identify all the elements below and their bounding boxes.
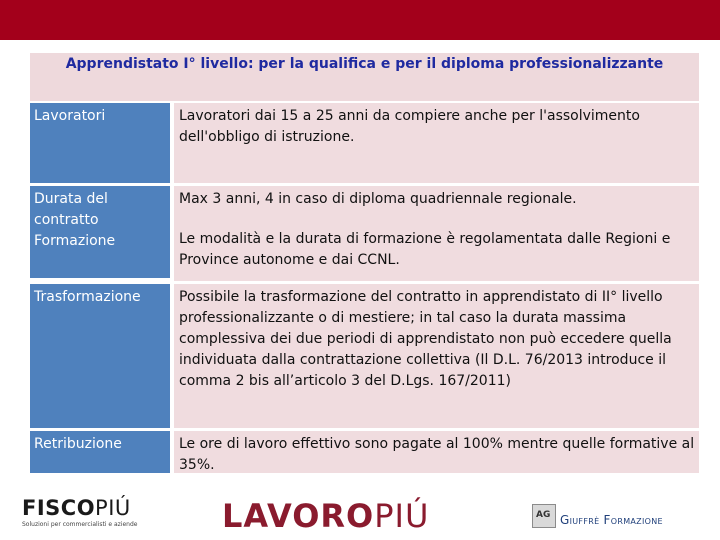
fiscopiu-logo: FISCOPIÚ	[22, 496, 131, 520]
info-table	[30, 53, 699, 473]
row-label: Retribuzione	[30, 431, 170, 473]
row-label-duration: Durata del contratto	[34, 191, 108, 228]
fiscopiu-tagline: Soluzioni per commercialisti e aziende	[22, 521, 138, 528]
row-text: Lavoratori dai 15 a 25 anni da compiere anche per l'assolvimento dell'obbligo di istruzione.	[174, 103, 699, 183]
table-row	[30, 284, 699, 428]
table-row	[30, 103, 699, 183]
table-row	[30, 431, 699, 473]
row-label: Lavoratori	[30, 103, 170, 183]
row-label-training: Formazione	[34, 233, 116, 249]
giuffre-logo-icon: AG	[532, 504, 556, 528]
table-row	[30, 226, 699, 281]
row-label: Trasformazione	[30, 284, 170, 428]
giuffre-formazione-logo: Giuffrè Formazione	[560, 513, 663, 527]
row-text: Max 3 anni, 4 in caso di diploma quadriennale regionale.	[174, 186, 699, 226]
lavoropiu-logo: LAVOROPIÚ	[222, 497, 430, 535]
row-text: Le ore di lavoro effettivo sono pagate al 100% mentre quelle formative al 35%.	[174, 431, 699, 473]
row-text: Le modalità e la durata di formazione è regolamentata dalle Regioni e Province autonome e dai CCNL.	[174, 226, 699, 281]
row-text: Possibile la trasformazione del contratto in apprendistato di II° livello professionalizzante o di mestiere; in tal caso la durata massima complessiva dei due periodi di apprendistato non può eccedere quella individuata dalla contrattazione collettiva (Il D.L. 76/2013 introduce il comma 2 bis all’articolo 3 del D.Lgs. 167/2011)	[174, 284, 699, 428]
table-title: Apprendistato I° livello: per la qualifica e per il diploma professionalizzante	[30, 53, 699, 101]
top-banner	[0, 0, 720, 40]
